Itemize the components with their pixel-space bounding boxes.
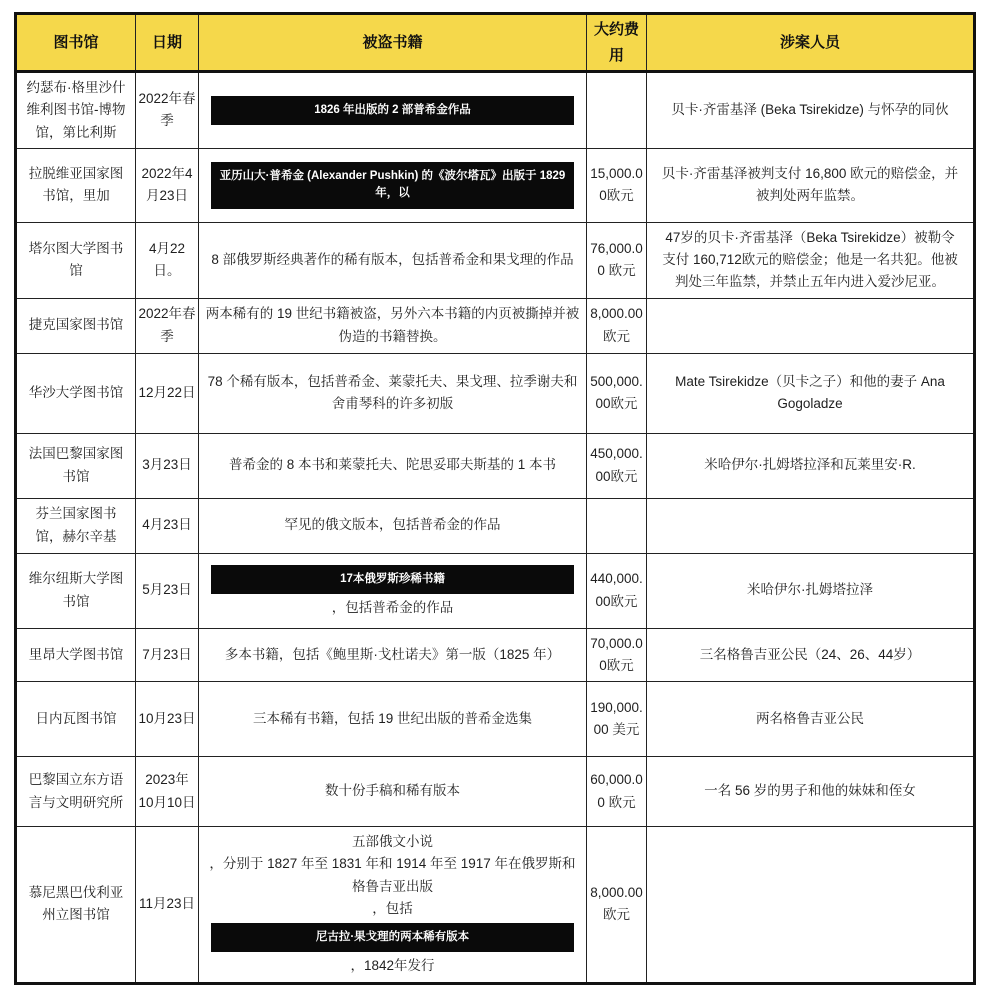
table-row <box>16 628 975 682</box>
table-row <box>16 433 975 498</box>
book-text: ，分别于 1827 年至 1831 年和 1914 年至 1917 年在俄罗斯和格鲁吉亚出版 <box>209 856 576 894</box>
library-cell: 约瑟布·格里沙什维利图书馆-博物馆，第比利斯 <box>16 72 136 149</box>
library-cell: 法国巴黎国家图书馆 <box>16 433 136 498</box>
cost-cell: 70,000.00欧元 <box>587 628 647 682</box>
books-cell <box>199 682 587 757</box>
books-cell <box>199 353 587 433</box>
people-cell <box>647 298 975 353</box>
book-text: 数十份手稿和稀有版本 <box>325 783 460 799</box>
books-cell <box>199 553 587 628</box>
highlighted-book-text: 尼古拉·果戈理的两本稀有版本 <box>211 923 574 952</box>
books-cell <box>199 827 587 984</box>
library-cell: 捷克国家图书馆 <box>16 298 136 353</box>
cost-cell: 15,000.00欧元 <box>587 148 647 222</box>
cost-cell: 450,000.00欧元 <box>587 433 647 498</box>
table-body <box>16 72 975 984</box>
library-cell: 日内瓦图书馆 <box>16 682 136 757</box>
library-cell: 维尔纽斯大学图书馆 <box>16 553 136 628</box>
table-row <box>16 682 975 757</box>
cost-cell: 8,000.00 欧元 <box>587 298 647 353</box>
library-cell: 拉脱维亚国家图书馆，里加 <box>16 148 136 222</box>
date-cell: 10月23日 <box>136 682 199 757</box>
book-text: 普希金的 8 本书和莱蒙托夫、陀思妥耶夫斯基的 1 本书 <box>228 457 557 473</box>
table-row <box>16 298 975 353</box>
people-cell: 米哈伊尔·扎姆塔拉泽和瓦莱里安·R. <box>647 433 975 498</box>
date-cell: 4月22日。 <box>136 222 199 298</box>
cost-cell <box>587 72 647 149</box>
book-text: 两本稀有的 19 世纪书籍被盗，另外六本书籍的内页被撕掉并被伪造的书籍替换。 <box>205 306 580 344</box>
highlighted-book-text: 亚历山大·普希金 (Alexander Pushkin) 的《波尔塔瓦》出版于 1829 年，以 <box>211 162 574 209</box>
people-cell <box>647 498 975 553</box>
cost-cell <box>587 498 647 553</box>
book-text: ，1842年发行 <box>350 958 435 974</box>
people-cell: 47岁的贝卡·齐雷基泽（Beka Tsirekidze）被勒令支付 160,712欧元的赔偿金；他是一名共犯。他被判处三年监禁，并禁止五年内进入爱沙尼亚。 <box>647 222 975 298</box>
book-text: ，包括普希金的作品 <box>331 600 454 616</box>
cost-cell: 60,000.00 欧元 <box>587 757 647 827</box>
header-stolen-books: 被盗书籍 <box>199 14 587 72</box>
stolen-books-table <box>14 12 976 985</box>
people-cell: 贝卡·齐雷基泽被判支付 16,800 欧元的赔偿金，并被判处两年监禁。 <box>647 148 975 222</box>
date-cell: 12月22日 <box>136 353 199 433</box>
date-cell: 7月23日 <box>136 628 199 682</box>
table-row <box>16 827 975 984</box>
cost-cell: 500,000.00欧元 <box>587 353 647 433</box>
date-cell: 4月23日 <box>136 498 199 553</box>
library-cell: 里昂大学图书馆 <box>16 628 136 682</box>
books-cell <box>199 298 587 353</box>
library-cell: 华沙大学图书馆 <box>16 353 136 433</box>
table-row <box>16 553 975 628</box>
date-cell: 2022年春季 <box>136 298 199 353</box>
people-cell: 贝卡·齐雷基泽 (Beka Tsirekidze) 与怀孕的同伙 <box>647 72 975 149</box>
date-cell: 2022年4月23日 <box>136 148 199 222</box>
book-text: 78 个稀有版本，包括普希金、莱蒙托夫、果戈理、拉季谢夫和舍甫琴科的许多初版 <box>207 373 578 412</box>
highlighted-book-text: 1826 年出版的 2 部普希金作品 <box>211 96 574 125</box>
people-cell: 米哈伊尔·扎姆塔拉泽 <box>647 553 975 628</box>
cost-cell: 8,000.00 欧元 <box>587 827 647 984</box>
table-row <box>16 72 975 149</box>
cost-cell: 190,000.00 美元 <box>587 682 647 757</box>
date-cell: 2022年春季 <box>136 72 199 149</box>
books-cell <box>199 757 587 827</box>
people-cell <box>647 827 975 984</box>
cost-cell: 76,000.00 欧元 <box>587 222 647 298</box>
header-date: 日期 <box>136 14 199 72</box>
cost-cell: 440,000.00欧元 <box>587 553 647 628</box>
book-text: ，包括 <box>372 900 413 916</box>
library-cell: 慕尼黑巴伐利亚州立图书馆 <box>16 827 136 984</box>
table-row <box>16 353 975 433</box>
library-cell: 巴黎国立东方语言与文明研究所 <box>16 757 136 827</box>
highlighted-book-text: 17本俄罗斯珍稀书籍 <box>211 565 574 594</box>
date-cell: 2023年10月10日 <box>136 757 199 827</box>
books-cell <box>199 222 587 298</box>
date-cell: 11月23日 <box>136 827 199 984</box>
people-cell: 两名格鲁吉亚公民 <box>647 682 975 757</box>
library-cell: 芬兰国家图书馆，赫尔辛基 <box>16 498 136 553</box>
table-row <box>16 757 975 827</box>
books-cell <box>199 628 587 682</box>
header-approx-cost: 大约费用 <box>587 14 647 72</box>
people-cell: 一名 56 岁的男子和他的妹妹和侄女 <box>647 757 975 827</box>
date-cell: 3月23日 <box>136 433 199 498</box>
table-row <box>16 222 975 298</box>
books-cell <box>199 498 587 553</box>
date-cell: 5月23日 <box>136 553 199 628</box>
book-text: 三本稀有书籍，包括 19 世纪出版的普希金选集 <box>252 710 533 726</box>
book-text: 多本书籍，包括《鲍里斯·戈杜诺夫》第一版（1825 年） <box>224 646 561 662</box>
people-cell: 三名格鲁吉亚公民（24、26、44岁） <box>647 628 975 682</box>
header-library: 图书馆 <box>16 14 136 72</box>
library-cell: 塔尔图大学图书馆 <box>16 222 136 298</box>
book-text: 8 部俄罗斯经典著作的稀有版本，包括普希金和果戈理的作品 <box>211 252 574 268</box>
people-cell: Mate Tsirekidze（贝卡之子）和他的妻子 Ana Gogoladze <box>647 353 975 433</box>
books-cell <box>199 72 587 149</box>
books-cell <box>199 433 587 498</box>
books-cell <box>199 148 587 222</box>
header-row <box>16 14 975 72</box>
table-row <box>16 498 975 553</box>
header-people-involved: 涉案人员 <box>647 14 975 72</box>
book-text: 罕见的俄文版本，包括普希金的作品 <box>284 517 501 533</box>
table-row <box>16 148 975 222</box>
book-text: 五部俄文小说 <box>352 834 433 850</box>
